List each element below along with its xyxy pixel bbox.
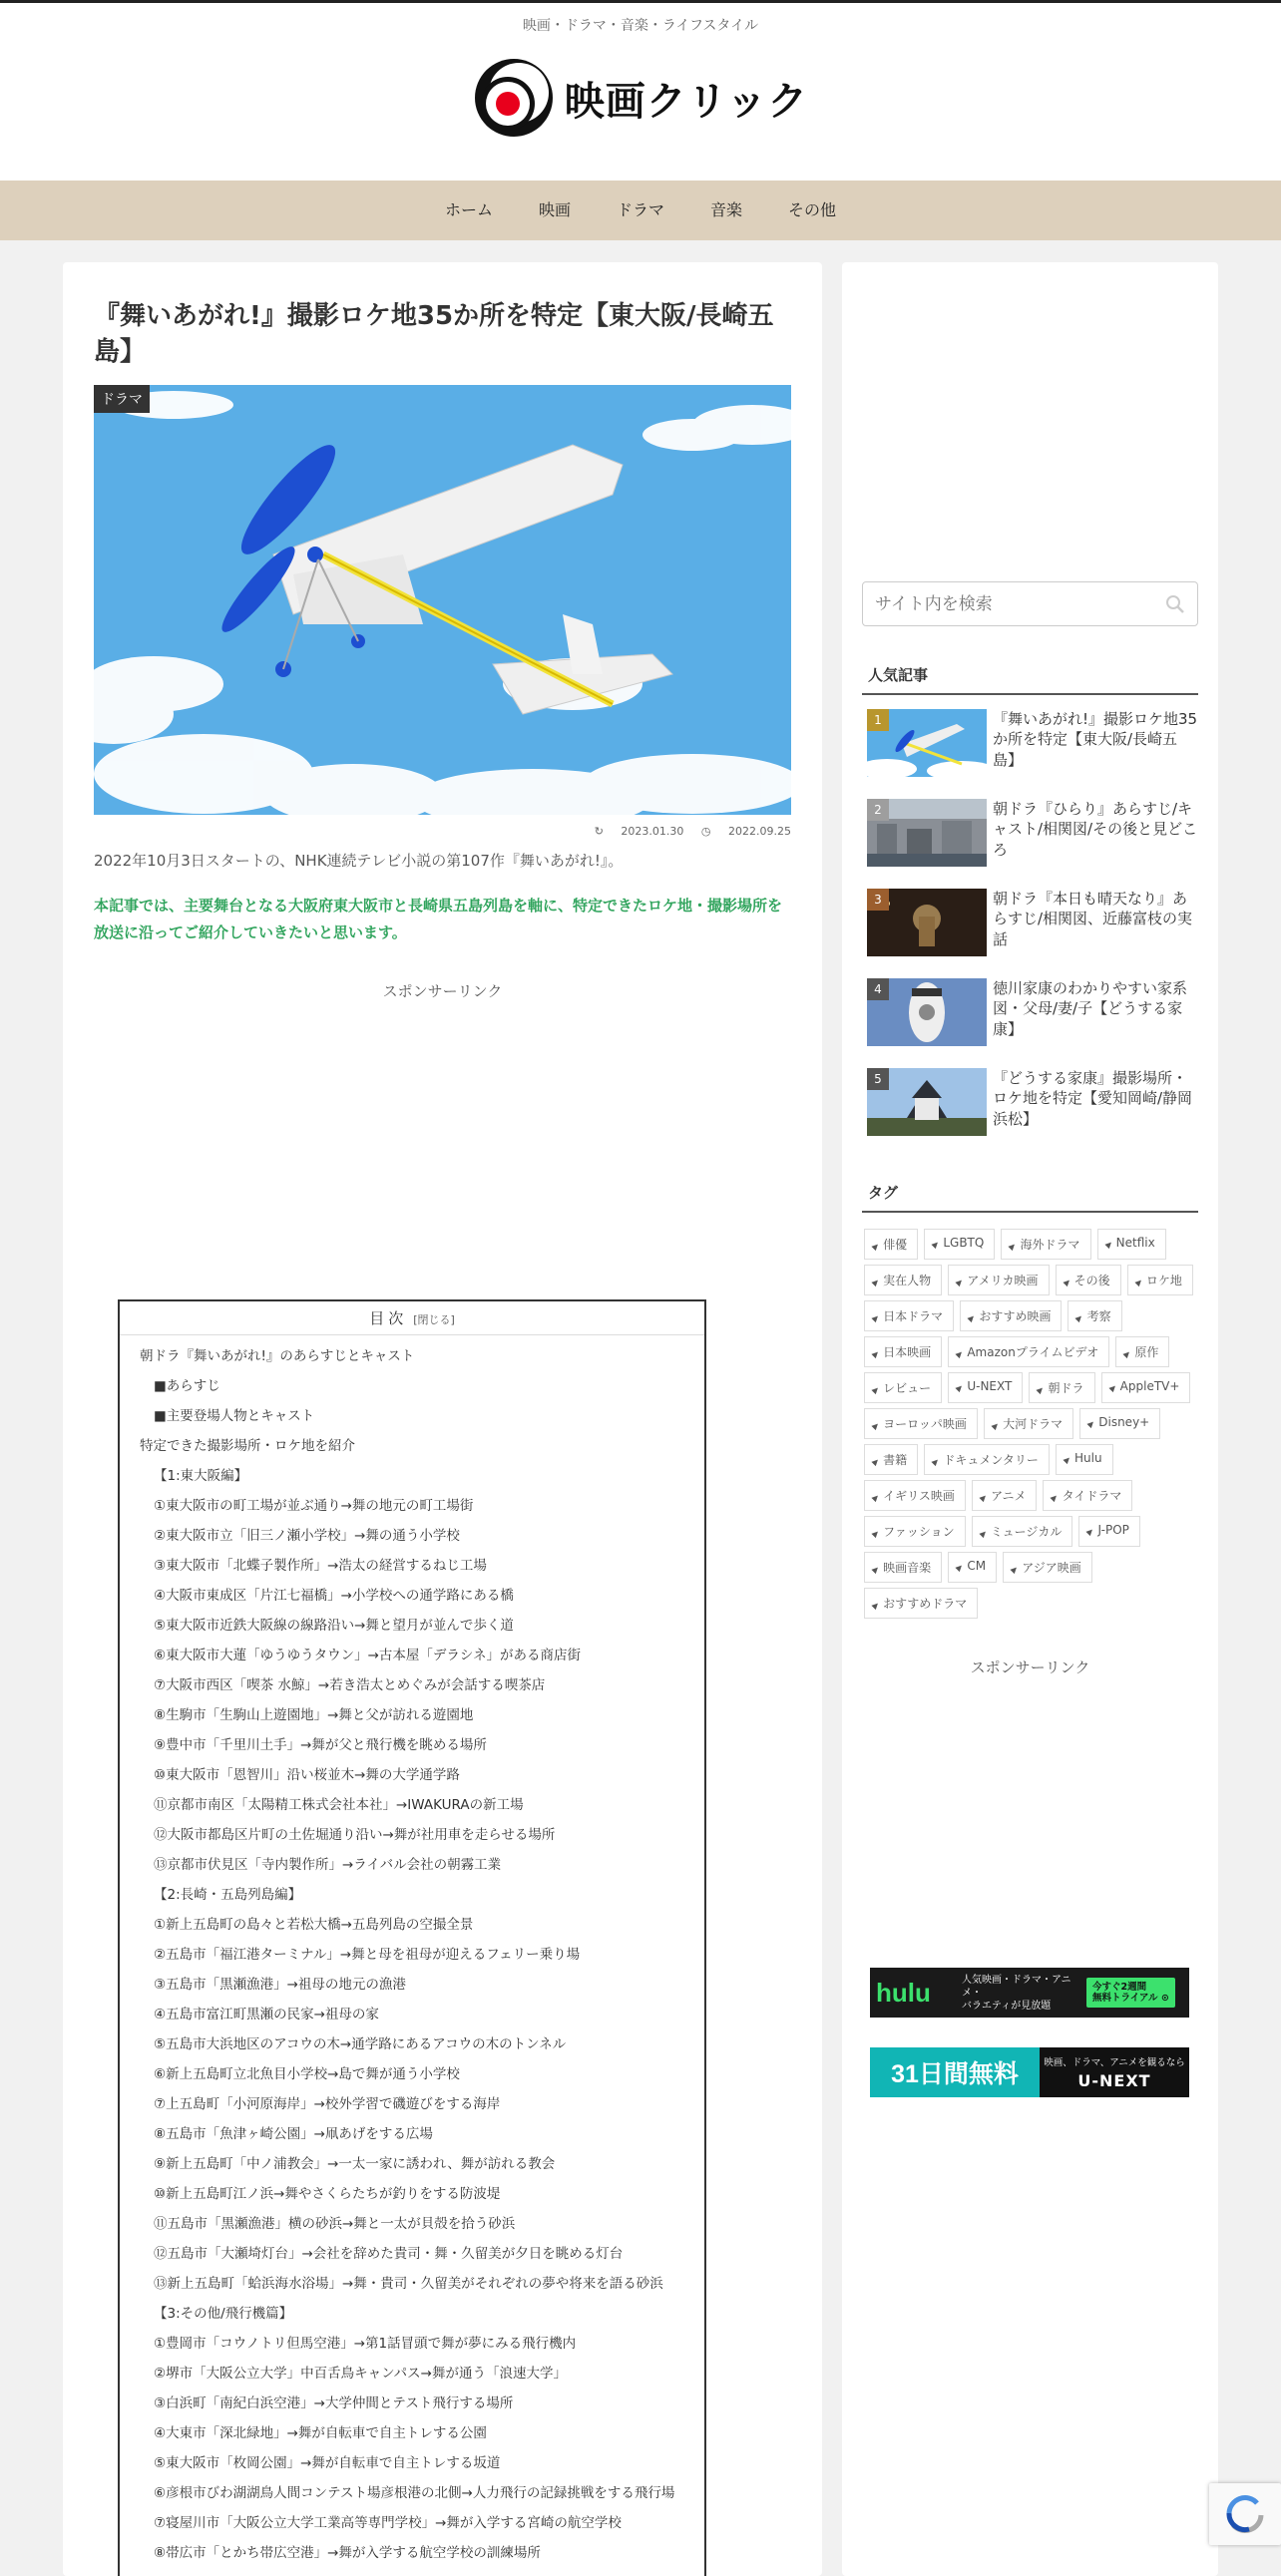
toc-item[interactable]: ②五島市「福江港ターミナル」→舞と母を祖母が迎えるフェリー乗り場 — [154, 1947, 581, 1963]
tag-link[interactable]: ▲ ドキュメンタリー — [924, 1444, 1050, 1475]
toc-item[interactable]: ⑩新上五島町江ノ浜→舞やさくらたちが釣りをする防波堤 — [154, 2186, 501, 2202]
recaptcha-icon — [1209, 2483, 1281, 2545]
tag-link[interactable]: ▲ 実在人物 — [864, 1265, 942, 1295]
tag-link[interactable]: ▲ Netflix — [1097, 1229, 1166, 1260]
updated-date-value: 2022.09.25 — [728, 824, 791, 838]
tag-link[interactable]: ▲ 日本映画 — [864, 1336, 942, 1367]
popular-item-title[interactable]: 『舞いあがれ!』撮影ロケ地35か所を特定【東大阪/長崎五島】 — [993, 710, 1198, 769]
site-logo[interactable] — [0, 57, 1281, 139]
toc-item[interactable]: ⑤東大阪市近鉄大阪線の線路沿い→舞と望月が並んで歩く道 — [154, 1618, 514, 1634]
tag-link[interactable]: ▲ タイドラマ — [1043, 1480, 1132, 1511]
toc-item[interactable]: ②堺市「大阪公立大学」中百舌鳥キャンパス→舞が通う「浪速大学」 — [154, 2366, 567, 2382]
tag-link[interactable]: ▲ 朝ドラ — [1029, 1372, 1094, 1403]
popular-thumbnail[interactable] — [867, 799, 987, 867]
popular-list — [862, 709, 1198, 1158]
toc-item[interactable]: ⑫五島市「大瀬埼灯台」→会社を辞めた貴司・舞・久留美が夕日を眺める灯台 — [154, 2246, 624, 2262]
tag-link[interactable]: ▲ J-POP — [1078, 1516, 1140, 1547]
popular-thumbnail[interactable] — [867, 1068, 987, 1136]
logo-text: 映画クリック — [564, 78, 809, 125]
toc-item[interactable]: ⑩東大阪市「恩智川」沿い桜並木→舞の大学通学路 — [154, 1767, 460, 1783]
toc-item[interactable]: ■主要登場人物とキャスト — [154, 1408, 315, 1424]
tag-link[interactable]: ▲ 原作 — [1115, 1336, 1169, 1367]
recaptcha-badge[interactable] — [1209, 2483, 1281, 2545]
hulu-copy — [962, 1974, 1086, 2013]
tag-link[interactable]: ▲ 日本ドラマ — [864, 1300, 954, 1331]
toc-item[interactable]: ④五島市富江町黒瀬の民家→祖母の家 — [154, 2007, 379, 2023]
tag-link[interactable]: ▲ Hulu — [1056, 1444, 1113, 1475]
toc-item[interactable]: ③五島市「黒瀬漁港」→祖母の地元の漁港 — [154, 1977, 406, 1993]
article-lead-highlight: 本記事では、主要舞台となる大阪府東大阪市と長崎県五島列島を軸に、特定できたロケ地・撮影場所を放送に沿ってご紹介していきたいと思います。 — [94, 896, 783, 941]
hulu-banner[interactable] — [870, 1968, 1189, 2018]
toc-item[interactable]: 特定できた撮影場所・ロケ地を紹介 — [140, 1438, 355, 1454]
site-tagline: 映画・ドラマ・音楽・ライフスタイル — [522, 18, 759, 34]
tag-link[interactable]: ▲ アメリカ映画 — [948, 1265, 1049, 1295]
tag-link[interactable]: ▲ おすすめドラマ — [864, 1588, 978, 1619]
site-header — [0, 3, 1281, 181]
published-date-value: 2023.01.30 — [621, 824, 684, 838]
hulu-logo: hulu — [876, 1977, 931, 2008]
popular-thumbnail[interactable] — [867, 889, 987, 956]
toc-item[interactable]: 朝ドラ『舞いあがれ!』のあらすじとキャスト — [140, 1348, 415, 1364]
popular-item-title[interactable]: 『どうする家康』撮影場所・ロケ地を特定【愛知岡崎/静岡浜松】 — [993, 1069, 1193, 1128]
popular-thumbnail[interactable] — [867, 709, 987, 777]
popular-rank-badge: 4 — [867, 978, 889, 1000]
nav-item-music[interactable]: 音楽 — [710, 200, 743, 219]
tag-link[interactable]: ▲ U-NEXT — [948, 1372, 1023, 1403]
toc-item[interactable]: ⑬京都市伏見区「寺内製作所」→ライバル会社の朝霧工業 — [154, 1857, 502, 1873]
unext-brand-block — [1040, 2047, 1189, 2097]
global-nav — [0, 181, 1281, 240]
popular-item-title[interactable]: 朝ドラ『本日も晴天なり』あらすじ/相関図、近藤富枝の実話 — [993, 890, 1193, 948]
tag-link[interactable]: ▲ ヨーロッパ映画 — [864, 1408, 978, 1439]
toc-item[interactable]: ①新上五島町の島々と若松大橋→五島列島の空撮全景 — [154, 1917, 474, 1933]
tags-widget-title: タグ — [862, 1182, 1198, 1213]
toc-item[interactable]: 【1:東大阪編】 — [154, 1468, 248, 1484]
hulu-btn-line1: 今すぐ2週間 — [1092, 1981, 1147, 1993]
popular-item[interactable] — [862, 799, 1198, 889]
toc-item[interactable]: ①東大阪市の町工場が並ぶ通り→舞の地元の町工場街 — [154, 1498, 474, 1514]
tag-link[interactable]: ▲ イギリス映画 — [864, 1480, 966, 1511]
hulu-trial-button[interactable] — [1086, 1978, 1175, 2009]
toc-close-button[interactable]: [閉じる] — [413, 1313, 455, 1326]
tag-link[interactable]: ▲ 映画音楽 — [864, 1552, 942, 1583]
unext-free-days: 31日間無料 — [870, 2047, 1040, 2097]
tag-link[interactable]: ▲ Amazonプライムビデオ — [948, 1336, 1109, 1367]
toc-list — [140, 1341, 686, 2568]
tag-link[interactable]: ▲ 考察 — [1068, 1300, 1121, 1331]
hulu-copy-line1: 人気映画・ドラマ・アニメ・ — [962, 1974, 1071, 1999]
popular-item[interactable] — [862, 1068, 1198, 1158]
toc-item[interactable]: ⑥彦根市びわ湖湖鳥人間コンテスト場彦根港の北側→人力飛行の記録挑戦をする飛行場 — [154, 2485, 675, 2501]
popular-item[interactable] — [862, 709, 1198, 799]
popular-item-title[interactable]: 徳川家康のわかりやすい家系図・父母/妻/子【どうする家康】 — [993, 979, 1188, 1038]
toc-item[interactable]: ⑦寝屋川市「大阪公立大学工業高等専門学校」→舞が入学する宮崎の航空学校 — [154, 2515, 622, 2531]
nav-item-home[interactable]: ホーム — [444, 200, 493, 219]
main-article — [63, 262, 822, 2576]
search-icon[interactable] — [1165, 594, 1185, 618]
sponsor-label: スポンサーリンク — [382, 981, 503, 1000]
tag-link[interactable]: ▲ 書籍 — [864, 1444, 918, 1475]
toc-item[interactable]: ④大東市「深北緑地」→舞が自転車で自主トレする公園 — [154, 2425, 487, 2441]
updated-date: ◷ 2022.09.25 — [700, 824, 791, 838]
toc-item[interactable]: ⑧帯広市「とかち帯広空港」→舞が入学する航空学校の訓練場所 — [154, 2545, 541, 2561]
tag-link[interactable]: ▲ Disney+ — [1079, 1408, 1160, 1439]
toc-item[interactable]: ⑦大阪市西区「喫茶 水鯨」→若き浩太とめぐみが会話する喫茶店 — [154, 1677, 546, 1693]
toc-item[interactable]: ⑤東大阪市「枚岡公園」→舞が自転車で自主トレする坂道 — [154, 2455, 501, 2471]
tag-link[interactable]: ▲ おすすめ映画 — [960, 1300, 1062, 1331]
article-dates — [94, 825, 791, 838]
toc-item[interactable]: ⑥新上五島町立北魚目小学校→島で舞が通う小学校 — [154, 2066, 460, 2082]
article-title: 『舞いあがれ!』撮影ロケ地35か所を特定【東大阪/長崎五島】 — [94, 301, 774, 368]
tag-link[interactable]: ▲ ロケ地 — [1127, 1265, 1193, 1295]
toc-item[interactable]: ⑥東大阪市大蓮「ゆうゆうタウン」→古本屋「デラシネ」がある商店街 — [154, 1648, 582, 1663]
airplane-illustration — [94, 385, 791, 815]
sidebar — [842, 262, 1218, 2576]
popular-rank-badge: 3 — [867, 889, 889, 911]
tag-link[interactable]: ▲ ミュージカル — [972, 1516, 1073, 1547]
toc-item[interactable]: ⑬新上五島町「蛤浜海水浴場」→舞・貴司・久留美がそれぞれの夢や将来を語る砂浜 — [154, 2276, 663, 2292]
category-label[interactable]: ドラマ — [94, 385, 150, 413]
unext-banner[interactable] — [870, 2047, 1189, 2097]
toc-item[interactable]: ⑫大阪市都島区片町の土佐堀通り沿い→舞が社用車を走らせる場所 — [154, 1827, 556, 1843]
unext-copy: 映画、ドラマ、アニメを観るなら — [1044, 2057, 1185, 2068]
toc-item[interactable]: ⑨新上五島町「中ノ浦教会」→一太一家に誘われ、舞が訪れる教会 — [154, 2156, 556, 2172]
tag-link[interactable]: ▲ AppleTV+ — [1101, 1372, 1191, 1403]
toc-item[interactable]: ⑨豊中市「千里川土手」→舞が父と飛行機を眺める場所 — [154, 1737, 487, 1753]
table-of-contents — [118, 1299, 706, 2576]
popular-widget-title: 人気記事 — [862, 664, 1198, 695]
toc-item[interactable]: ②東大阪市立「旧三ノ瀬小学校」→舞の通う小学校 — [154, 1528, 460, 1544]
popular-item-title[interactable]: 朝ドラ『ひらり』あらすじ/キャスト/相関図/その後と見どころ — [993, 800, 1198, 859]
published-date: ↻ 2023.01.30 — [594, 824, 684, 838]
toc-title-text: 目次 — [369, 1309, 408, 1327]
toc-item[interactable]: ③東大阪市「北蝶子製作所」→浩太の経営するねじ工場 — [154, 1558, 487, 1574]
toc-item[interactable]: 【2:長崎・五島列島編】 — [154, 1887, 302, 1903]
tag-link[interactable]: ▲ CM — [948, 1552, 997, 1583]
toc-item[interactable]: ⑧五島市「魚津ヶ崎公園」→凧あげをする広場 — [154, 2126, 433, 2142]
toc-item[interactable]: ⑪京都市南区「太陽精工株式会社本社」→IWAKURAの新工場 — [154, 1797, 524, 1813]
tag-link[interactable]: ▲ ファッション — [864, 1516, 966, 1547]
toc-title — [120, 1301, 704, 1335]
tag-link[interactable]: ▲ LGBTQ — [924, 1229, 995, 1260]
toc-item[interactable]: ④大阪市東成区「片江七福橋」→小学校への通学路にある橋 — [154, 1588, 514, 1604]
toc-item[interactable]: ⑪五島市「黒瀬漁港」横の砂浜→舞と一太が貝殻を拾う砂浜 — [154, 2216, 516, 2232]
unext-logo: U-NEXT — [1077, 2071, 1151, 2090]
tag-link[interactable]: ▲ アニメ — [972, 1480, 1038, 1511]
search-input[interactable] — [863, 582, 1197, 625]
tag-link[interactable]: ▲ アジア映画 — [1003, 1552, 1092, 1583]
toc-item[interactable]: ⑤五島市大浜地区のアコウの木→通学路にあるアコウの木のトンネル — [154, 2036, 567, 2052]
popular-rank-badge: 5 — [867, 1068, 889, 1090]
tag-link[interactable]: ▲ 俳優 — [864, 1229, 918, 1260]
tag-cloud — [862, 1229, 1198, 1619]
toc-item[interactable]: ③白浜町「南紀白浜空港」→大学仲間とテスト飛行する場所 — [154, 2395, 514, 2411]
popular-rank-badge: 1 — [867, 709, 889, 731]
hulu-copy-line2: バラエティが見放題 — [962, 2000, 1052, 2012]
popular-item[interactable] — [862, 889, 1198, 978]
popular-item[interactable] — [862, 978, 1198, 1068]
sidebar-sponsor-label: スポンサーリンク — [970, 1658, 1090, 1676]
tag-link[interactable]: ▲ 大河ドラマ — [984, 1408, 1073, 1439]
toc-item[interactable]: ①豊岡市「コウノトリ但馬空港」→第1話冒頭で舞が夢にみる飛行機内 — [154, 2336, 577, 2352]
toc-item[interactable]: ■あらすじ — [154, 1378, 220, 1394]
toc-item[interactable]: ⑦上五島町「小河原海岸」→校外学習で磯遊びをする海岸 — [154, 2096, 501, 2112]
hulu-btn-line2: 無料トライアル ⊙ — [1092, 1993, 1169, 2004]
eyecatch-image — [94, 385, 791, 815]
nav-item-other[interactable]: その他 — [788, 200, 837, 219]
article-lead: 2022年10月3日スタートの、NHK連続テレビ小説の第107作『舞いあがれ!』。 — [94, 851, 624, 870]
logo-mark-icon — [473, 57, 555, 139]
nav-item-drama[interactable]: ドラマ — [616, 200, 664, 219]
site-search — [862, 581, 1198, 626]
tag-link[interactable]: ▲ その後 — [1056, 1265, 1121, 1295]
popular-thumbnail[interactable] — [867, 978, 987, 1046]
tag-link[interactable]: ▲ レビュー — [864, 1372, 942, 1403]
popular-rank-badge: 2 — [867, 799, 889, 821]
toc-item[interactable]: 【3:その他/飛行機篇】 — [154, 2306, 293, 2322]
nav-item-movie[interactable]: 映画 — [538, 200, 571, 219]
toc-item[interactable]: ⑧生駒市「生駒山上遊園地」→舞と父が訪れる遊園地 — [154, 1707, 474, 1723]
tag-link[interactable]: ▲ 海外ドラマ — [1001, 1229, 1090, 1260]
